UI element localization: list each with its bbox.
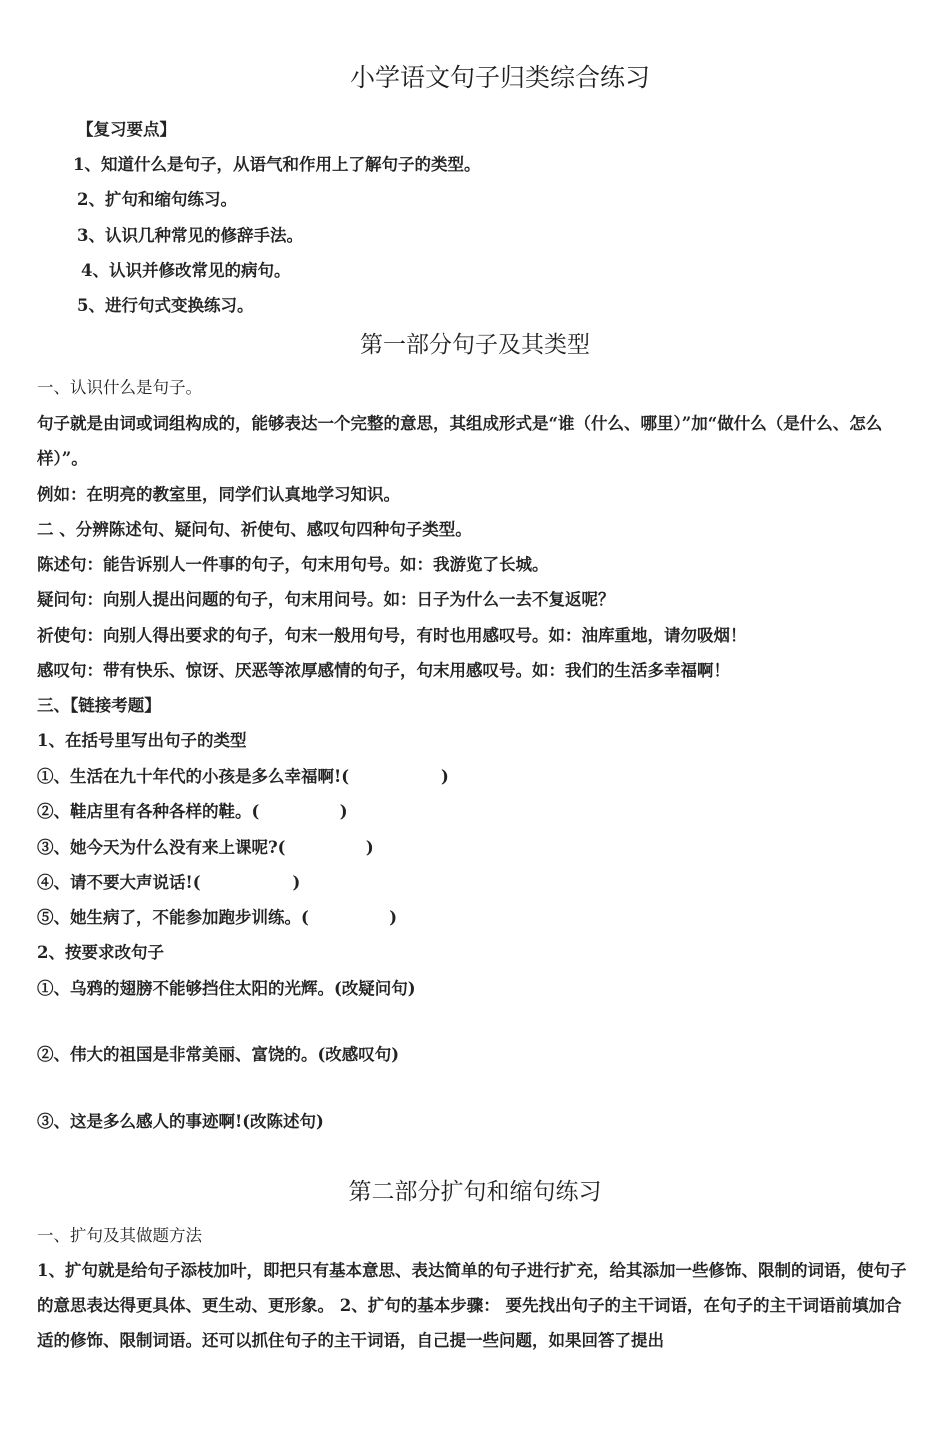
question2-item: ①、乌鸦的翅膀不能够挡住太阳的光辉。(改疑问句) [37, 979, 416, 998]
question2-item: ②、伟大的祖国是非常美丽、富饶的。(改感叹句) [37, 1045, 400, 1064]
review-point: 2、扩句和缩句练习。 [77, 190, 237, 209]
part2-s1-heading: 一、扩句及其做题方法 [37, 1226, 202, 1245]
document-title: 小学语文句子归类综合练习 [349, 63, 650, 92]
question1-item: ⑤、她生病了，不能参加跑步训练。( ) [37, 908, 398, 927]
sentence-type-declarative: 陈述句：能告诉别人一件事的句子，句末用句号。如：我游览了长城。 [37, 555, 549, 574]
part1-s3-heading: 三、【链接考题】 [37, 696, 161, 715]
review-point: 1、知道什么是句子，从语气和作用上了解句子的类型。 [73, 155, 481, 174]
sentence-type-exclamatory: 感叹句：带有快乐、惊讶、厌恶等浓厚感情的句子，句末用感叹号。如：我们的生活多幸福啊！ [37, 661, 730, 680]
sentence-type-imperative: 祈使句：向别人得出要求的句子，句末一般用句号，有时也用感叹号。如：油库重地，请勿吸烟！ [37, 626, 747, 645]
sentence-type-interrogative: 疑问句：向别人提出问题的句子，句末用问号。如：日子为什么一去不复返呢？ [37, 590, 615, 609]
review-heading: 【复习要点】 [77, 120, 176, 139]
review-point: 4、认识并修改常见的病句。 [81, 261, 291, 280]
question1-heading: 1、在括号里写出句子的类型 [37, 731, 247, 750]
question1-item: ③、她今天为什么没有来上课呢?( ) [37, 838, 374, 857]
review-point: 3、认识几种常见的修辞手法。 [77, 226, 303, 245]
part2-paragraph: 1、扩句就是给句子添枝加叶，即把只有基本意思、表达简单的句子进行扩充，给其添加一些修饰、限制的词语，使句子的意思表达得更具体、更生动、更形象。 2、扩句的基本步骤： 要先找出句子的主干词语，在句子的主干词语前填加合适的修饰、限制词语。还可以抓住句子的主干词语，自己提一些问题，如果回答了提出 [37, 1261, 907, 1350]
part1-example: 例如：在明亮的教室里，同学们认真地学习知识。 [37, 485, 400, 504]
question2-item: ③、这是多么感人的事迹啊!(改陈述句) [37, 1112, 324, 1131]
question1-item: ④、请不要大声说话!( ) [37, 873, 301, 892]
part1-title: 第一部分句子及其类型 [360, 332, 590, 358]
question1-item: ②、鞋店里有各种各样的鞋。( ) [37, 802, 348, 821]
part1-s2-heading: 二 、分辨陈述句、疑问句、祈使句、感叹句四种句子类型。 [37, 520, 472, 539]
part2-title: 第二部分扩句和缩句练习 [348, 1179, 602, 1205]
part1-definition: 句子就是由词或词组构成的，能够表达一个完整的意思，其组成形式是“谁（什么、哪里）”加“做什么（是什么、怎么样）”。 [37, 414, 883, 468]
part1-s1-heading: 一、认识什么是句子。 [37, 378, 202, 397]
question2-heading: 2、按要求改句子 [37, 943, 164, 962]
review-point: 5、进行句式变换练习。 [77, 296, 254, 315]
question1-item: ①、生活在九十年代的小孩是多么幸福啊!( ) [37, 767, 449, 786]
